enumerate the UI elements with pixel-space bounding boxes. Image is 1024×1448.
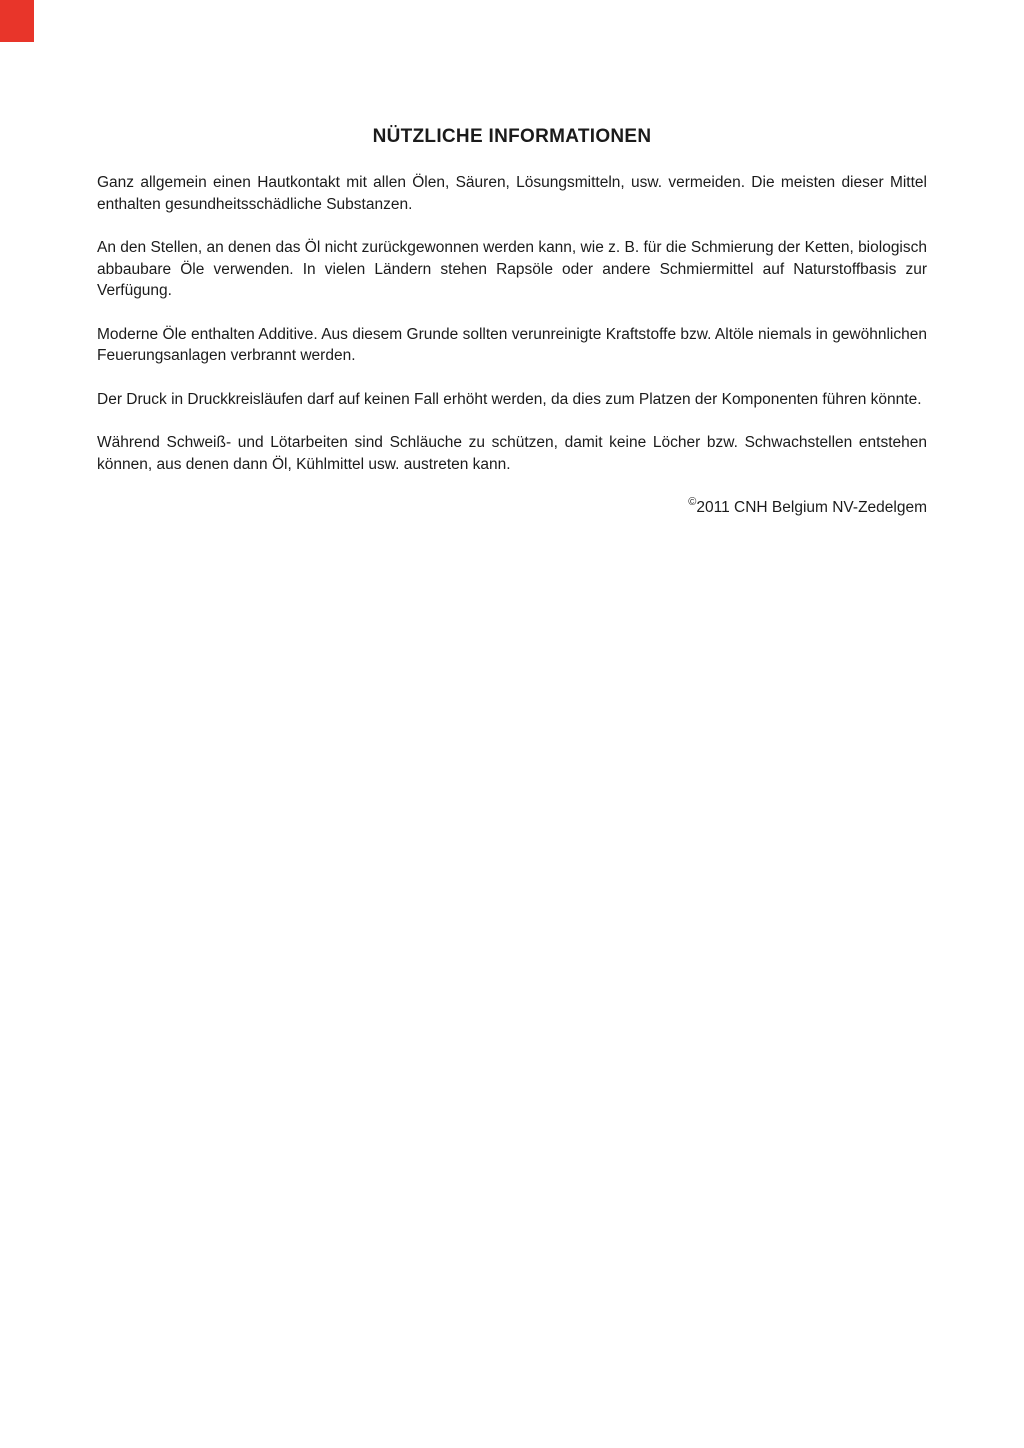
page-title: NÜTZLICHE INFORMATIONEN xyxy=(372,126,652,147)
paragraph-oil-additives: Moderne Öle enthalten Additive. Aus diesem Grunde sollten verunreinigte Kraftstoffe bzw. Altöle niemals in gewöhnlichen Feuerungsanlagen verbrannt werden. xyxy=(97,325,927,364)
paragraph-welding-hoses: Während Schweiß- und Lötarbeiten sind Schläuche zu schützen, damit keine Löcher bzw. Schwachstellen entstehen können, aus denen dann Öl, Kühlmittel usw. austreten kann. xyxy=(97,434,927,473)
copyright-text: 2011 CNH Belgium NV-Zedelgem xyxy=(696,499,927,516)
red-corner-mark xyxy=(0,0,34,42)
page-content xyxy=(97,124,927,519)
paragraph-skin-contact: Ganz allgemein einen Hautkontakt mit allen Ölen, Säuren, Lösungsmitteln, usw. vermeiden. Die meisten dieser Mittel enthalten gesundheitsschädliche Substanzen. xyxy=(97,174,927,213)
paragraph-biodegradable-oils: An den Stellen, an denen das Öl nicht zurückgewonnen werden kann, wie z. B. für die Schmierung der Ketten, biologisch abbaubare Öle verwenden. In vielen Ländern stehen Rapsöle oder andere Schmiermittel auf Naturstoffbasis zur Verfügung. xyxy=(97,239,927,299)
paragraph-pressure-circuits: Der Druck in Druckkreisläufen darf auf keinen Fall erhöht werden, da dies zum Platzen der Komponenten führen könnte. xyxy=(97,390,922,408)
copyright-line xyxy=(97,497,927,519)
copyright-symbol: © xyxy=(688,495,697,508)
